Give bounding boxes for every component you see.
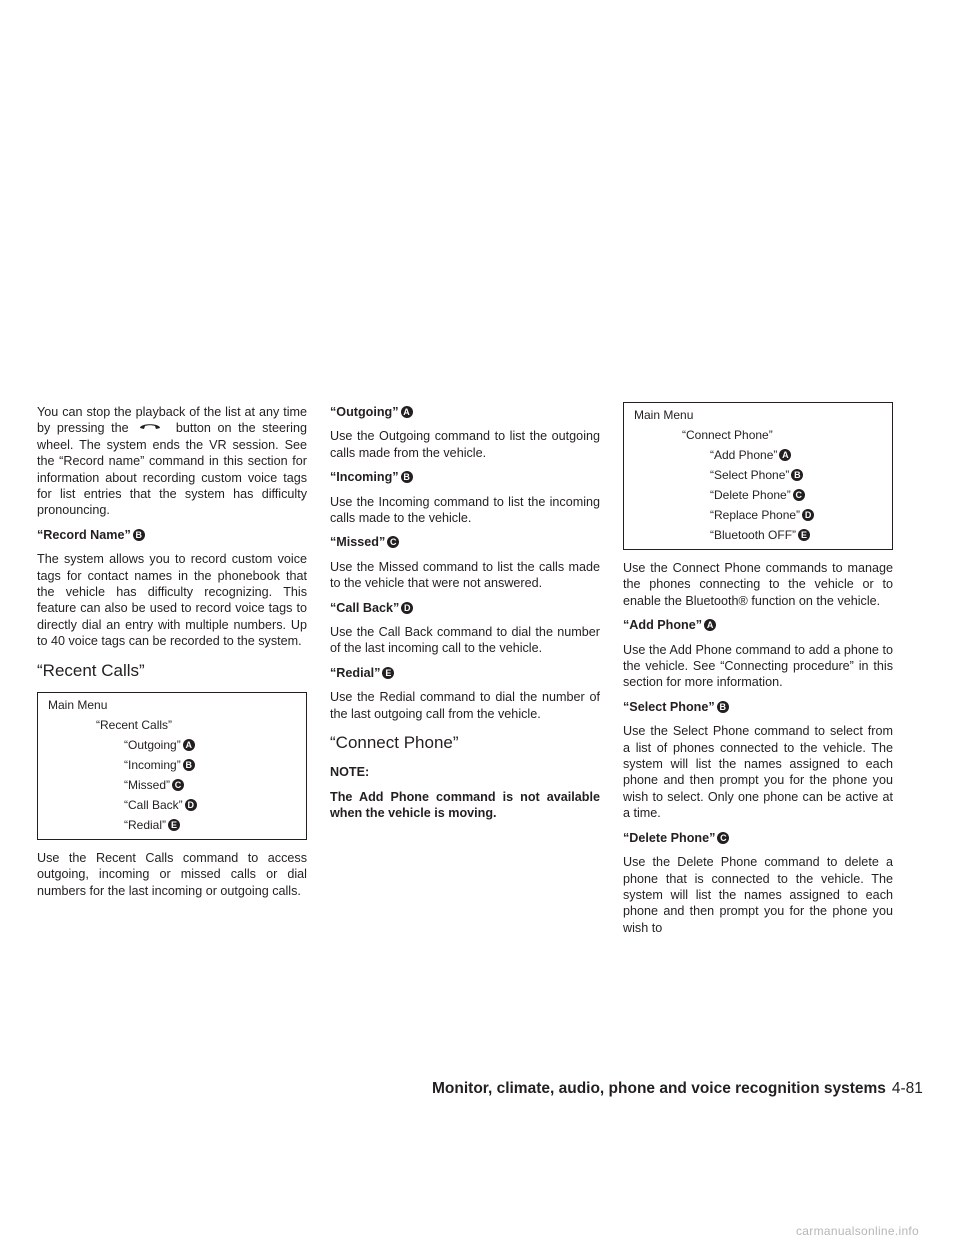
menu-item: “Redial” E (48, 815, 306, 835)
page-number: 4-81 (891, 1080, 923, 1097)
badge-e-icon: E (168, 819, 180, 831)
badge-c-icon: C (387, 536, 399, 548)
note-text: The Add Phone command is not available when the vehicle is moving. (330, 789, 600, 820)
redial-text: Use the Redial command to dial the number of the last outgoing call from the vehicle. (330, 690, 600, 721)
delete-phone-text: Use the Delete Phone command to delete a phone that is connected to the vehicle. The system will list the names assigned to each phone and then prompt you for the phone you wish to (623, 855, 893, 935)
menu-root: Main Menu (48, 697, 108, 712)
badge-d-icon: D (802, 509, 814, 521)
add-phone-text: Use the Add Phone command to add a phone to the vehicle. See “Connecting procedure” in this section for more information. (623, 642, 893, 690)
connect-phone-section-title: “Connect Phone” (330, 733, 459, 753)
watermark: carmanualsonline.info (796, 1224, 920, 1238)
outgoing-heading: “Outgoing” A (330, 404, 600, 420)
connect-phone-text: Use the Connect Phone commands to manage the phones connecting to the vehicle or to enable the Bluetooth® function on the vehicle. (623, 561, 893, 608)
badge-a-icon: A (704, 619, 716, 631)
badge-b-icon: B (401, 471, 413, 483)
call-back-heading: “Call Back” D (330, 600, 600, 616)
menu-item: “Select Phone” B (634, 465, 892, 485)
badge-d-icon: D (185, 799, 197, 811)
column-2 (330, 404, 600, 829)
call-back-text: Use the Call Back command to dial the number of the last incoming call to the vehicle. (330, 625, 600, 656)
record-name-text: The system allows you to record custom voice tags for contact names in the phonebook that the vehicle has difficulty recognizing. This feature can also be used to record voice tags to directly dial an entry with multiple numbers. Up to 40 voice tags can be recorded to the system. (37, 552, 307, 649)
badge-b-icon: B (183, 759, 195, 771)
redial-heading: “Redial” E (330, 665, 600, 681)
menu-root: Main Menu (634, 408, 694, 422)
menu-item: “Bluetooth OFF” E (634, 525, 892, 545)
intro-paragraph (37, 404, 307, 519)
menu-parent: “Connect Phone” (682, 428, 773, 442)
badge-a-icon: A (779, 449, 791, 461)
footer-title: Monitor, climate, audio, phone and voice recognition systems (432, 1080, 886, 1097)
menu-item: “Add Phone” A (634, 445, 892, 465)
badge-b-icon: B (717, 701, 729, 713)
menu-item: “Call Back” D (48, 795, 306, 815)
badge-b-icon: B (133, 529, 145, 541)
menu-parent: “Recent Calls” (96, 717, 173, 732)
missed-text: Use the Missed command to list the calls made to the vehicle that were not answered. (330, 559, 600, 591)
phone-hangup-icon (139, 421, 161, 430)
badge-d-icon: D (401, 602, 413, 614)
column-3 (623, 404, 893, 944)
badge-e-icon: E (798, 529, 810, 541)
incoming-heading: “Incoming” B (330, 469, 600, 485)
menu-item: “Missed” C (48, 775, 306, 795)
connect-phone-menu-box (623, 402, 893, 550)
badge-b-icon: B (791, 469, 803, 481)
recent-calls-menu-box (37, 692, 307, 840)
recent-calls-text: Use the Recent Calls command to access outgoing, incoming or missed calls or dial numbers for the last incoming or outgoing calls. (37, 850, 307, 898)
incoming-text: Use the Incoming command to list the incoming calls made to the vehicle. (330, 494, 600, 526)
badge-c-icon: C (172, 779, 184, 791)
badge-c-icon: C (793, 489, 805, 501)
intro-text-start: You can stop the playback of the list at any time by pressing the (37, 405, 307, 436)
menu-item: “Delete Phone” C (634, 485, 892, 505)
intro-text-end: button on the steering wheel. The system ends the VR session. See the “Record name” command in this section for information about recording custom voice tags for list entries that the system has difficulty pronouncing. (37, 421, 307, 518)
delete-phone-heading: “Delete Phone” C (623, 830, 893, 846)
record-name-heading: “Record Name” B (37, 527, 307, 543)
page-footer (432, 1080, 923, 1098)
menu-item: “Incoming” B (48, 755, 306, 775)
badge-e-icon: E (382, 667, 394, 679)
badge-a-icon: A (183, 739, 195, 751)
add-phone-heading: “Add Phone” A (623, 617, 893, 633)
outgoing-text: Use the Outgoing command to list the outgoing calls made from the vehicle. (330, 429, 600, 460)
recent-calls-section-title: “Recent Calls” (37, 660, 145, 680)
badge-a-icon: A (401, 406, 413, 418)
note-label: NOTE: (330, 765, 370, 780)
badge-c-icon: C (717, 832, 729, 844)
select-phone-heading: “Select Phone” B (623, 699, 893, 715)
menu-item: “Replace Phone” D (634, 505, 892, 525)
select-phone-text: Use the Select Phone command to select from a list of phones connected to the vehicle. The system will list the names assigned to each phone and then prompt you for the phone you wish to select. Only one phone can be active at a time. (623, 724, 893, 821)
missed-heading: “Missed” C (330, 534, 600, 550)
column-1 (37, 404, 307, 907)
menu-item: “Outgoing” A (48, 735, 306, 755)
